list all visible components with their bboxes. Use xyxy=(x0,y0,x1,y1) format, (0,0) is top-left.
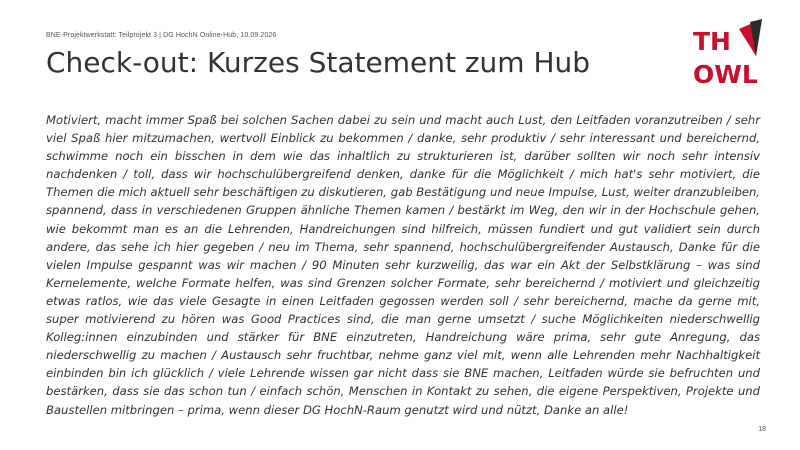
slide-title: Check-out: Kurzes Statement zum Hub xyxy=(46,46,591,79)
logo-line-2: OWL xyxy=(693,60,758,88)
th-owl-triangle-mark-icon xyxy=(739,19,762,56)
th-owl-logo xyxy=(690,16,770,88)
statement-text: Motiviert, macht immer Spaß bei solchen Sachen dabei zu sein und macht auch Lust, den Leitfaden voranzutreiben / sehr viel Spaß hier mitzumachen, wertvoll Einblick zu bekommen / danke, sehr produktiv / sehr interessant und bereichernd, schwimme noch ein bisschen in dem wie das inhaltlich zu strukturieren ist, darüber sollten wir noch sehr intensiv nachdenken / toll, dass wir hochschulübergreifend denken, danke für die Möglichkeit / mich hat's sehr motiviert, die Themen die mich aktuell sehr beschäftigen zu diskutieren, gab Bestätigung und neue Impulse, Lust, weiter dranzubleiben, spannend, dass in verschiedenen Gruppen ähnliche Themen kamen / bestärkt im Weg, den wir in der Hochschule gehen, wie bekommt man es an die Lehrenden, Handreichungen sind hilfreich, müssen fundiert und gut validiert sein durch andere, das sehe ich hier gegeben / neu im Thema, sehr spannend, hochschulübergreifender Austausch, Danke für die vielen Impulse gespannt was wir machen / 90 Minuten sehr kurzweilig, das war ein Akt der Selbstklärung – was sind Kernelemente, welche Formate helfen, was sind Grenzen solcher Formate, sehr bereichernd / motiviert und gleichzeitig etwas ratlos, wie das viele Gesagte in einen Leitfaden gegossen werden soll / sehr bereichernd, mache da gerne mit, super motivierend zu hören was Good Practices sind, die man gerne umsetzt / suche Möglichkeiten niederschwellig Kolleg:innen einzubinden und stärker für BNE einzutreten, Handreichung wäre prima, sehr gute Anregung, das niederschwellig zu machen / Austausch sehr fruchtbar, nehme ganz viel mit, wenn alle Lehrenden mehr Nachhaltigkeit einbinden bin ich glücklich / viele Lehrende wissen gar nicht dass sie BNE machen, Leitfaden würde sie befruchten und bestärken, dass sie das schon tun / einfach schön, Menschen in Kontakt zu sehen, die eigene Perspektiven, Projekte und Baustellen mitbringen – prima, wenn dieser DG HochN-Raum genutzt wird und nützt, Danke an alle! xyxy=(46,113,760,417)
header-meta: BNE-Projektwerkstatt: Teilprojekt 3 | DG HochN Online-Hub, 10.09.2026 xyxy=(46,32,277,39)
page-number: 18 xyxy=(758,426,766,433)
logo-line-1: TH xyxy=(693,27,731,56)
